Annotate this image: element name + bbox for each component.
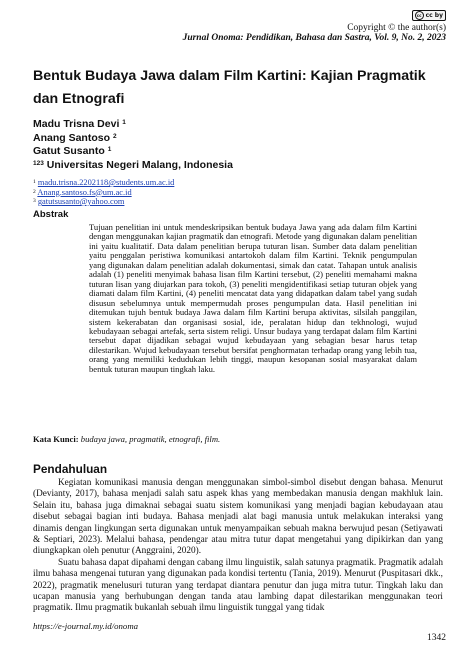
keywords-line [33,434,220,444]
email-entry: $^1$ madu.trisna.2202118@students.um.ac.id [33,178,175,187]
author: Anang Santoso $^2$ [33,131,117,144]
section-heading: Pendahuluan [33,462,108,476]
keywords-label: Kata Kunci: [33,434,79,444]
article-title: Bentuk Budaya Jawa dalam Film Kartini: Kajian Pragmatik dan Etnografi [33,68,426,107]
cc-license-badge[interactable] [412,10,446,21]
email-link[interactable]: Anang.santoso.fs@um.ac.id [37,187,132,197]
page-header [183,4,446,43]
affiliation: $^{123}$ Universitas Negeri Malang, Indonesia [33,158,233,171]
copyright-notice: Copyright © the author(s) [347,23,446,33]
cc-icon: cc [415,11,424,20]
email-link[interactable]: gatutsusanto@yahoo.com [37,197,125,206]
cc-license-label: cc by [425,12,443,19]
author-list [33,117,233,171]
email-entry: $^3$ gatutsusanto@yahoo.com [33,197,125,206]
email-link[interactable]: madu.trisna.2202118@students.um.ac.id [37,178,175,187]
page-number: 1342 [427,633,446,643]
abstract-text: Tujuan penelitian ini untuk mendeskripsikan bentuk budaya Jawa yang ada dalam film Kartini dengan menggunakan kajian pragmatik dan etnografi. Metode yang digunakan dalam penelitian ini yaitu kualitatif. Data dalam penelitian berupa tuturan lisan. Sumber data dalam penelitian yaitu penggalan peristiwa komunikasi antartokoh dalam film Kartini. Teknik pengumpulan yang digunakan dalam penelitian adalah dokumentasi, simak dan catat. Tahapan untuk analisis adalah (1) peneliti menyimak bahasa lisan film Kartini tersebut, (2) peneliti memahami makna tuturan lisan yang diujarkan para tokoh, (3) peneliti mengidentifikasi setiap tuturan objek yang diamati dalam film Kartini, (4) peneliti mencatat data yang didapatkan dalam tabel yang sudah disusun sebelumnya untuk mempermudah proses pengumpulan data. Hasil penelitian ini ditemukan tujuh bentuk budaya Jawa dalam film Kartini berupa aktivitas, silsilah panggilan, sistem kekerabatan dan organisasi sosial, ide, peralatan hidup dan tekhnologi, wujud kebudayaan sebagai artefak, serta sistem religi. Unsur budaya yang terdapat dalam film Kartini tersebut dapat dijadikan sebagai wujud kebudayaan yang sebagian besar harus tetap dilestarikan. Wujud kebudayaan tersebut bersifat penghormatan terhadap orang yang lebih tua, orang yang memiliki kedudukan lebih tinggi, maupun kesopanan sosial masyarakat dalam bentuk tuturan maupun tingkah laku. [89,222,417,374]
author: Madu Trisna Devi $^1$ [33,118,126,130]
body-paragraph: Kegiatan komunikasi manusia dengan menggunakan simbol-simbol disebut dengan bahasa. Menurut (Devianty, 2017), bahasa menjadi salah satu aspek khas yang membedakan manusia dengan makhluk lain. Selain itu, bahasa juga dimaknai sebagai suatu sistem komunikasi yang menjadi bagian kebudayaan atau disebut sebagai bagian inti budaya. Bahasa menjadi alat bagi manusia untuk melakukan interaksi yang dinamis dengan lingkungan serta digunakan untuk menyampaikan sebuah makna berwujud pesan (Setiyawati & Septiari, 2023). Melalui bahasa, pendengar atau mitra tutur dapat mengetahui yang dipikirkan dan yang diungkapkan oleh penutur (Anggraini, 2020). [33,478,443,557]
section-body [33,478,443,615]
journal-citation: Jurnal Onoma: Pendidikan, Bahasa dan Sastra, Vol. 9, No. 2, 2023 [182,33,446,43]
author: Gatut Susanto $^1$ [33,145,112,157]
journal-url[interactable]: https://e-journal.my.id/onoma [33,621,139,631]
email-entry: $^2$ Anang.santoso.fs@um.ac.id [33,187,132,197]
email-list [33,178,174,207]
keywords-value: budaya jawa, pragmatik, etnografi, film. [80,434,221,444]
body-paragraph: Suatu bahasa dapat dipahami dengan cabang ilmu linguistik, salah satunya pragmatik. Pragmatik adalah ilmu bahasa mengenai tuturan yang digunakan pada kondisi tertentu (Tania, 2019). Menurut (Puspitasari dkk., 2022), pragmatik menelusuri tuturan yang terdapat diantara penutur dan juga mitra tutur. Tingkah laku dan ucapan manusia yang berhubungan dengan tanda atau lambing dapat dilestarikan menggunakan teori pragmatik. Ilmu pragmatik bukanlah sebuah ilmu linguistik tunggal yang tidak [33,557,443,614]
abstract-heading: Abstrak [33,209,69,220]
